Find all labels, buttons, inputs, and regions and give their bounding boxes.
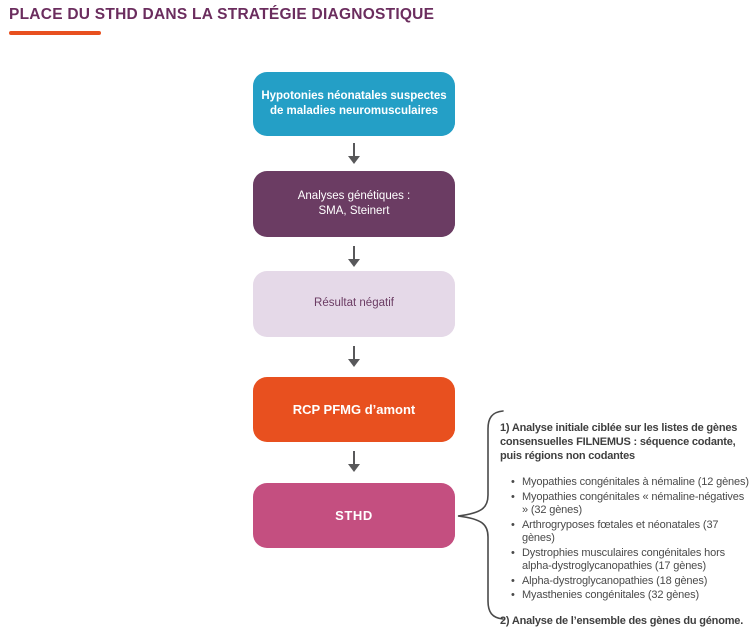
arrow-stem: [353, 143, 355, 156]
flow-node-resultat-negatif: [253, 271, 455, 337]
flow-node-analyses-genetiques: [253, 171, 455, 237]
down-arrow-icon: [347, 451, 361, 472]
gene-list-item: • Myopathies congénitales « némaline-négatives » (32 gènes): [510, 491, 752, 518]
node-label-line: SMA, Steinert: [318, 205, 390, 217]
arrow-stem: [353, 346, 355, 359]
node-label-line: RCP PFMG d’amont: [292, 401, 416, 417]
down-arrow-icon: [347, 246, 361, 267]
gene-list-item: • Alpha-dystroglycanopathies (18 gènes): [510, 575, 752, 589]
gene-list-item: • Dystrophies musculaires congénitales hors alpha-dystroglycanopathies (17 gènes): [510, 547, 752, 574]
node-label-line: Hypotonies néonatales suspectes: [261, 89, 447, 102]
node-label-line: STHD: [335, 507, 373, 523]
down-arrow-icon: [347, 346, 361, 367]
node-label-line: de maladies neuromusculaires: [269, 105, 439, 117]
title-underline: [9, 31, 101, 35]
annotation-panel: [500, 421, 752, 627]
arrow-stem: [353, 451, 355, 464]
flow-node-sthd: [253, 483, 455, 548]
node-label-line: Analyses génétiques :: [297, 189, 411, 202]
gene-list-item: • Myasthenies congénitales (32 gènes): [510, 589, 752, 603]
down-arrow-icon: [347, 143, 361, 164]
gene-list: [500, 476, 752, 603]
annotation-heading-2: 2) Analyse de l’ensemble des gènes du génome.: [500, 614, 744, 627]
annotation-heading-1: 1) Analyse initiale ciblée sur les listes de gènes consensuelles FILNEMUS : séquence codante, puis régions non codantes: [500, 422, 738, 462]
gene-list-item: • Myopathies congénitales à némaline (12 gènes): [510, 476, 752, 490]
flow-node-rcp-pfmg: [253, 377, 455, 442]
page-title: PLACE DU STHD DANS LA STRATÉGIE DIAGNOSTIQUE: [9, 6, 435, 23]
arrow-stem: [353, 246, 355, 259]
curly-brace-icon: [452, 408, 506, 622]
arrow-head: [348, 464, 360, 472]
gene-list-item: • Arthrogryposes fœtales et néonatales (37 gènes): [510, 519, 752, 546]
arrow-head: [348, 359, 360, 367]
arrow-head: [348, 259, 360, 267]
node-label-line: Résultat négatif: [314, 297, 394, 310]
arrow-head: [348, 156, 360, 164]
flow-node-hypotonies: [253, 72, 455, 136]
